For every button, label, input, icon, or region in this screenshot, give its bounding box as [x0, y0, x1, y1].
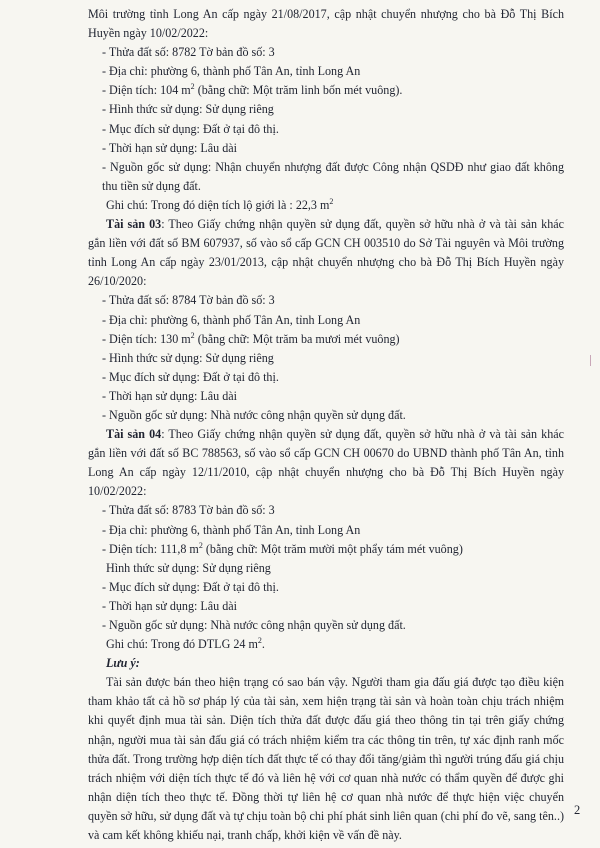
asset3-description: : Theo Giấy chứng nhận quyền sử dụng đất, quyền sở hữu nhà ở và tài sản khác gắn liền với đất số BM 607937, số vào sổ cấp GCN CH 003510 do Sở Tài nguyên và Môi trường tỉnh Long An cấp ngày 23/01/2013, cập nhật chuyển nhượng cho bà Đỗ Thị Bích Huyền ngày 26/10/2020: [88, 217, 564, 289]
document-body [88, 5, 564, 845]
superscript: 2 [198, 540, 203, 550]
asset3-heading [88, 215, 564, 291]
asset4-area [88, 540, 564, 559]
asset3-parcel: - Thửa đất số: 8784 Tờ bản đồ số: 3 [102, 293, 275, 308]
asset2-area-words: (bằng chữ: Một trăm linh bốn mét vuông). [194, 83, 403, 98]
asset2-parcel: - Thửa đất số: 8782 Tờ bản đồ số: 3 [102, 45, 275, 60]
asset2-usage-origin: - Nguồn gốc sử dụng: Nhận chuyển nhượng đất được Công nhận QSDĐ như giao đất không thu tiền sử dụng đất. [102, 159, 564, 193]
asset4-area-words: (bằng chữ: Một trăm mười một phẩy tám mét vuông) [202, 541, 463, 556]
superscript: 2 [329, 196, 334, 206]
superscript: 2 [257, 636, 262, 646]
asset2-note-text: Ghi chú: Trong đó diện tích lộ giới là : 22,3 m [106, 197, 330, 212]
asset4-description: : Theo Giấy chứng nhận quyền sử dụng đất, quyền sở hữu nhà ở và tài sản khác gắn liền với đất số BC 788563, số vào sổ cấp GCN CH 00670 do UBND thành phố Tân An, tỉnh Long An cấp ngày 12/11/2010, cập nhật chuyển nhượng cho bà Đỗ Thị Bích Huyền ngày 10/02/2022: [88, 427, 564, 499]
asset4-heading [88, 425, 564, 501]
asset3-area-words: (bằng chữ: Một trăm ba mươi mét vuông) [194, 331, 400, 346]
asset3-usage-form: - Hình thức sử dụng: Sử dụng riêng [102, 350, 274, 365]
asset2-cert-continuation: Môi trường tỉnh Long An cấp ngày 21/08/2017, cập nhật chuyển nhượng cho bà Đỗ Thị Bích Huyền ngày 10/02/2022: [88, 7, 564, 41]
asset2-area-text: - Diện tích: 104 m [102, 83, 191, 98]
note-heading: Lưu ý: [106, 656, 140, 671]
asset2-usage-purpose: - Mục đích sử dụng: Đất ở tại đô thị. [102, 121, 279, 136]
asset2-note [88, 196, 564, 215]
asset4-usage-term: - Thời hạn sử dụng: Lâu dài [102, 598, 237, 613]
asset3-area-text: - Diện tích: 130 m [102, 331, 191, 346]
page-number: 2 [574, 803, 581, 817]
margin-mark [590, 355, 594, 366]
asset4-note-text: Ghi chú: Trong đó DTLG 24 m [106, 637, 258, 652]
asset4-usage-origin: - Nguồn gốc sử dụng: Nhà nước công nhận quyền sử dụng đất. [102, 618, 406, 632]
asset3-area [88, 330, 564, 349]
asset4-area-text: - Diện tích: 111,8 m [102, 541, 199, 556]
asset3-usage-origin: - Nguồn gốc sử dụng: Nhà nước công nhận quyền sử dụng đất. [102, 407, 406, 422]
asset3-usage-purpose: - Mục đích sử dụng: Đất ở tại đô thị. [102, 369, 279, 384]
asset4-address: - Địa chỉ: phường 6, thành phố Tân An, tỉnh Long An [102, 522, 361, 537]
note-body: Tài sản được bán theo hiện trạng có sao bán vậy. Người tham gia đấu giá được tạo điều kiện tham khảo tất cả hồ sơ pháp lý của tài sản, xem hiện trạng tài sản và hoàn toàn chịu trách nhiệm khi quyết định mua tài sản. Diện tích thửa đất được đấu giá theo thông tin tại trên giấy chứng nhận, người mua tài sản đấu giá có trách nhiệm kiểm tra các thông tin trên, tự xác định ranh mốc thửa đất. Trong trường hợp diện tích đất thực tế có thay đổi tăng/giảm thì người trúng đấu giá chịu trách nhiệm với diện tích thực tế đó và liên hệ với cơ quan nhà nước có thẩm quyền để được ghi nhận diện tích theo thực tế. Đồng thời tự liên hệ cơ quan nhà nước để thực hiện việc chuyển quyền sở hữu, sử dụng đất và tự chịu toàn bộ chi phí phát sinh liên quan (chi phí đo vẽ, sang tên..) và cam kết không khiếu nại, tranh chấp, khởi kiện về vấn đề này. [88, 675, 565, 843]
asset2-area [88, 81, 564, 100]
asset3-usage-term: - Thời hạn sử dụng: Lâu dài [102, 388, 237, 403]
asset2-usage-term: - Thời hạn sử dụng: Lâu dài [102, 140, 237, 155]
asset2-address: - Địa chỉ: phường 6, thành phố Tân An, tỉnh Long An [102, 64, 361, 79]
asset3-label: Tài sản 03 [106, 217, 162, 232]
asset4-parcel: - Thửa đất số: 8783 Tờ bản đồ số: 3 [102, 503, 275, 518]
asset2-usage-form: - Hình thức sử dụng: Sử dụng riêng [102, 102, 274, 117]
superscript: 2 [190, 82, 195, 92]
asset4-usage-purpose: - Mục đích sử dụng: Đất ở tại đô thị. [102, 579, 279, 594]
superscript: 2 [190, 330, 195, 340]
asset4-note-end: . [261, 637, 265, 652]
asset4-label: Tài sản 04 [106, 427, 162, 442]
asset3-address: - Địa chỉ: phường 6, thành phố Tân An, tỉnh Long An [102, 312, 361, 327]
asset4-note [88, 635, 564, 654]
asset4-usage-form: Hình thức sử dụng: Sử dụng riêng [106, 560, 271, 575]
